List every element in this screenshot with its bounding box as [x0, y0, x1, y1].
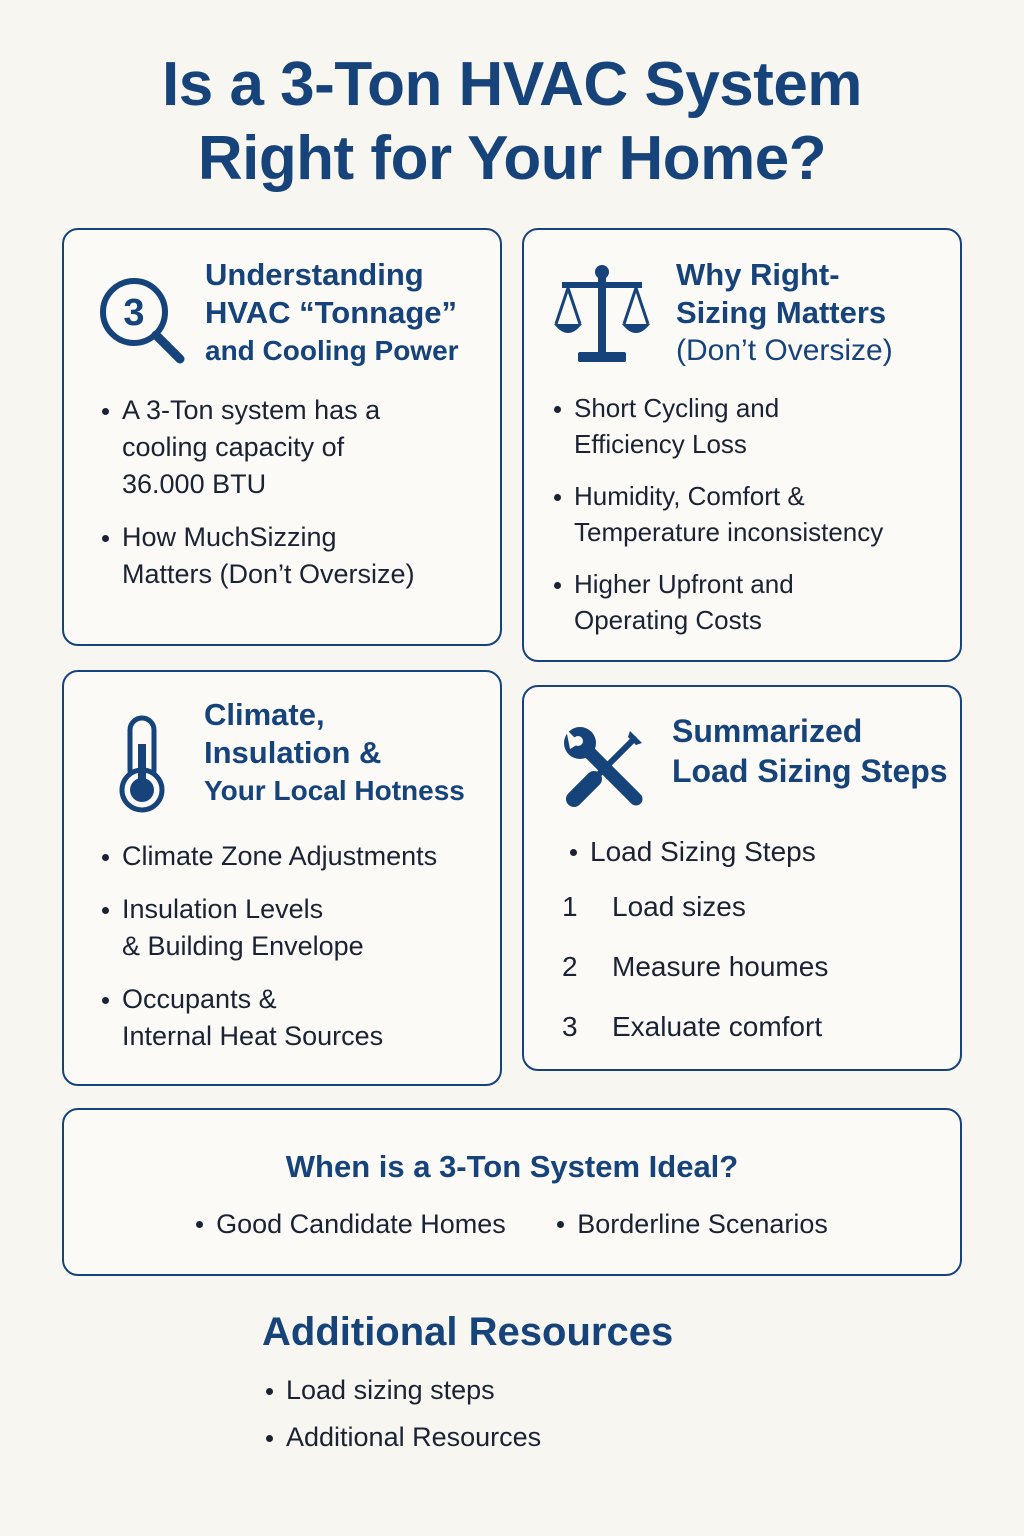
- list-item: [102, 519, 482, 593]
- card-ideal-heading: When is a 3-Ton System Ideal?: [285, 1149, 739, 1184]
- bullet-line: Efficiency Loss: [574, 429, 747, 459]
- list-item: [102, 392, 482, 503]
- step-item: [562, 947, 942, 1007]
- bullet-line: Insulation Levels: [122, 894, 324, 924]
- bullet-line: A 3-Ton system has a: [122, 395, 381, 425]
- rightsizing-bullet-list: [554, 390, 954, 654]
- bullet-line: Matters (Don’t Oversize): [122, 559, 415, 589]
- step-label: Measure houmes: [612, 951, 829, 982]
- bullet-line: Higher Upfront and: [574, 569, 794, 599]
- bullet-line: Temperature inconsistency: [574, 517, 884, 547]
- bullet-line: Short Cycling and: [574, 393, 780, 423]
- step-item: [562, 1007, 942, 1067]
- heading-line: Why Right-: [676, 257, 840, 292]
- step-item: [562, 887, 942, 947]
- step-number: 2: [562, 951, 578, 982]
- bullet-line: Load Sizing Steps: [590, 836, 816, 867]
- card-climate: [62, 670, 502, 1086]
- card-tonnage: [62, 228, 502, 646]
- page-title: [0, 48, 1024, 196]
- climate-bullet-list: [102, 838, 498, 1071]
- wrench-screwdriver-icon: [560, 723, 650, 813]
- list-item: Good Candidate Homes: [196, 1206, 506, 1242]
- list-item: [266, 1419, 766, 1456]
- list-item: [570, 833, 950, 870]
- magnifier-number: 3: [123, 292, 145, 334]
- step-label: Load sizes: [612, 891, 746, 922]
- list-item: [554, 478, 954, 550]
- page-title-line1: Is a 3-Ton HVAC System: [162, 50, 862, 119]
- card-rightsizing: [522, 228, 962, 662]
- resource-label: Load sizing steps: [286, 1375, 495, 1405]
- resource-label: Additional Resources: [286, 1422, 542, 1452]
- bullet-line: 36.000 BTU: [122, 469, 267, 499]
- heading-line: Summarized: [672, 713, 863, 749]
- heading-line: Your Local Hotness: [204, 775, 465, 806]
- heading-line: Insulation &: [204, 735, 382, 770]
- bullet-line: Operating Costs: [574, 605, 762, 635]
- list-item: [102, 981, 498, 1055]
- magnifier-3-icon: [96, 274, 186, 366]
- heading-line: (Don’t Oversize): [676, 334, 893, 367]
- list-item: [102, 838, 498, 875]
- step-number: 1: [562, 891, 578, 922]
- heading-line: Load Sizing Steps: [672, 753, 948, 789]
- heading-line: Sizing Matters: [676, 295, 887, 330]
- card-rightsizing-heading: [676, 256, 893, 370]
- bullet-line: How MuchSizzing: [122, 522, 337, 552]
- bullet-line: Occupants &: [122, 984, 277, 1014]
- tonnage-bullet-list: [102, 392, 482, 609]
- card-loadsizing: [522, 685, 962, 1071]
- card-ideal: [62, 1108, 962, 1276]
- bullet-line: cooling capacity of: [122, 432, 345, 462]
- heading-line: Climate,: [204, 697, 325, 732]
- card-loadsizing-heading: [672, 711, 948, 791]
- list-item: [554, 566, 954, 638]
- list-item: [266, 1372, 766, 1409]
- balance-scale-icon: [552, 262, 652, 366]
- heading-line: HVAC “Tonnage”: [205, 295, 458, 330]
- bullet-line: Climate Zone Adjustments: [122, 841, 438, 871]
- thermometer-icon: [114, 714, 170, 814]
- bullet-line: & Building Envelope: [122, 931, 364, 961]
- loadsizing-bullet-list: [570, 833, 950, 886]
- step-label: Exaluate comfort: [612, 1011, 823, 1042]
- ideal-items: [64, 1206, 960, 1242]
- loadsizing-steps: [562, 887, 942, 1067]
- resources-list: [266, 1372, 766, 1472]
- bullet-line: Internal Heat Sources: [122, 1021, 384, 1051]
- list-item: [102, 891, 498, 965]
- card-tonnage-heading: [205, 256, 459, 370]
- bullet-line: Humidity, Comfort &: [574, 481, 805, 511]
- list-item: Borderline Scenarios: [557, 1206, 828, 1242]
- resources-heading: Additional Resources: [262, 1310, 674, 1354]
- heading-line: Understanding: [205, 257, 424, 292]
- step-number: 3: [562, 1011, 578, 1042]
- list-item: [554, 390, 954, 462]
- page-title-line2: Right for Your Home?: [197, 124, 827, 193]
- card-climate-heading: [204, 696, 465, 810]
- heading-line: and Cooling Power: [205, 335, 459, 366]
